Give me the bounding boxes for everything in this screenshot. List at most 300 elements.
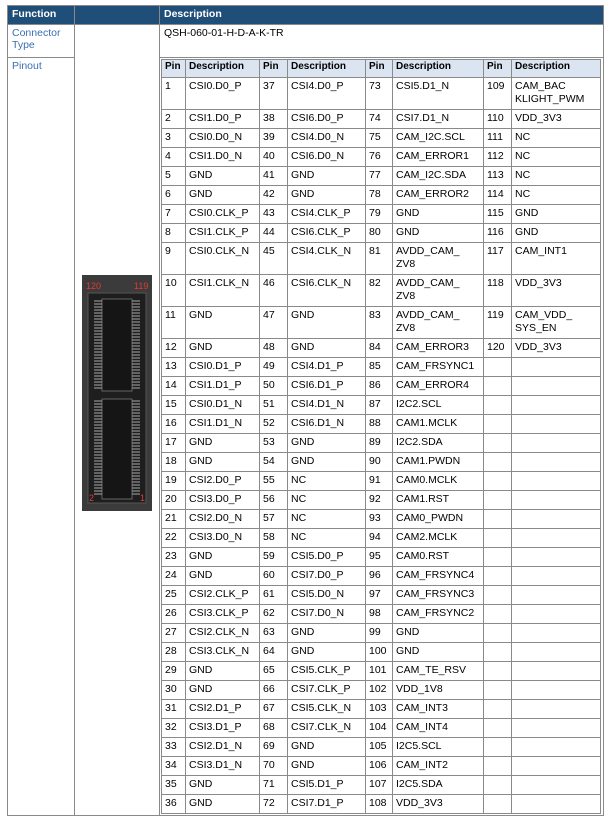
table-row <box>162 205 601 224</box>
pin-number: 18 <box>162 453 186 472</box>
table-row <box>162 795 601 814</box>
pin-col-header: Pin <box>484 60 512 78</box>
pin-header-row <box>162 60 601 78</box>
pin-number: 60 <box>260 567 288 586</box>
pin-number: 24 <box>162 567 186 586</box>
table-row <box>162 719 601 738</box>
table-row <box>162 472 601 491</box>
pin-description <box>512 605 601 624</box>
pin-number: 97 <box>366 586 393 605</box>
pin-description: GND <box>288 453 366 472</box>
label-2: 2 <box>89 493 95 503</box>
pin-description: GND <box>186 307 260 339</box>
pin-description: CSI4.D1_N <box>288 396 366 415</box>
connector-image <box>82 275 152 511</box>
pin-description: CAM_BAC KLIGHT_PWM <box>512 78 601 110</box>
pin-number: 112 <box>484 148 512 167</box>
table-row <box>162 243 601 275</box>
header-spacer <box>75 6 160 25</box>
pin-number: 81 <box>366 243 393 275</box>
pin-description: VDD_3V3 <box>393 795 484 814</box>
table-row <box>162 186 601 205</box>
pin-number: 34 <box>162 757 186 776</box>
pin-description: CSI3.D1_N <box>186 757 260 776</box>
pin-description: NC <box>512 186 601 205</box>
pin-description: GND <box>288 738 366 757</box>
pin-description: CSI2.CLK_P <box>186 586 260 605</box>
pin-description: CSI5.D1_N <box>393 78 484 110</box>
pin-description: NC <box>288 510 366 529</box>
table-row <box>162 275 601 307</box>
table-row <box>162 757 601 776</box>
pin-description <box>512 529 601 548</box>
pin-number: 94 <box>366 529 393 548</box>
pin-description <box>512 453 601 472</box>
pin-number <box>484 567 512 586</box>
pin-number: 120 <box>484 339 512 358</box>
pinout-cell <box>160 58 604 816</box>
table-row <box>162 738 601 757</box>
pin-number: 68 <box>260 719 288 738</box>
pin-description: NC <box>288 491 366 510</box>
header-row <box>8 6 604 25</box>
pin-number: 111 <box>484 129 512 148</box>
pin-description: GND <box>186 681 260 700</box>
pin-number: 84 <box>366 339 393 358</box>
pin-description: I2C2.SCL <box>393 396 484 415</box>
pin-description: GND <box>186 776 260 795</box>
pin-description: GND <box>393 643 484 662</box>
pin-description: CSI1.D0_N <box>186 148 260 167</box>
pin-number <box>484 624 512 643</box>
pin-description: CSI0.CLK_P <box>186 205 260 224</box>
pin-number <box>484 605 512 624</box>
pin-description <box>512 396 601 415</box>
pin-description: CSI3.D0_N <box>186 529 260 548</box>
pin-description: GND <box>288 186 366 205</box>
pin-description: CAM1.PWDN <box>393 453 484 472</box>
pin-number <box>484 776 512 795</box>
pin-number: 113 <box>484 167 512 186</box>
pin-number: 37 <box>260 78 288 110</box>
table-row <box>162 567 601 586</box>
pin-number <box>484 529 512 548</box>
connector-image-cell <box>75 25 160 816</box>
pin-number: 32 <box>162 719 186 738</box>
pin-description: CAM_I2C.SCL <box>393 129 484 148</box>
pin-number: 104 <box>366 719 393 738</box>
pin-description: CSI5.CLK_N <box>288 700 366 719</box>
pin-description <box>512 510 601 529</box>
pin-number: 6 <box>162 186 186 205</box>
pin-description: CSI7.D1_P <box>288 795 366 814</box>
pin-number <box>484 358 512 377</box>
pin-number <box>484 719 512 738</box>
pin-number <box>484 586 512 605</box>
pin-description <box>512 567 601 586</box>
table-row <box>162 396 601 415</box>
table-row <box>162 415 601 434</box>
pin-description: GND <box>393 205 484 224</box>
pin-number: 13 <box>162 358 186 377</box>
pin-number: 39 <box>260 129 288 148</box>
pin-number: 33 <box>162 738 186 757</box>
pin-number: 2 <box>162 110 186 129</box>
pin-description: NC <box>288 472 366 491</box>
table-row <box>162 78 601 110</box>
pin-description <box>512 719 601 738</box>
pin-description: NC <box>288 529 366 548</box>
pin-description: CAM_ERROR3 <box>393 339 484 358</box>
pin-description: I2C5.SDA <box>393 776 484 795</box>
pin-number: 59 <box>260 548 288 567</box>
pin-number: 106 <box>366 757 393 776</box>
pin-number: 30 <box>162 681 186 700</box>
pin-description <box>512 643 601 662</box>
table-row <box>162 434 601 453</box>
pin-number: 88 <box>366 415 393 434</box>
pin-description: GND <box>393 224 484 243</box>
pin-number: 23 <box>162 548 186 567</box>
pin-description <box>512 472 601 491</box>
pin-number <box>484 643 512 662</box>
pin-number: 51 <box>260 396 288 415</box>
connector-type-label: Connector Type <box>8 25 75 58</box>
pin-number: 3 <box>162 129 186 148</box>
pin-number: 14 <box>162 377 186 396</box>
pin-description: CSI1.D1_P <box>186 377 260 396</box>
pin-description <box>512 491 601 510</box>
pin-description: VDD_3V3 <box>512 275 601 307</box>
description-col-header: Description <box>393 60 484 78</box>
pin-number: 53 <box>260 434 288 453</box>
pin-number: 29 <box>162 662 186 681</box>
pin-description: CSI0.CLK_N <box>186 243 260 275</box>
pin-number <box>484 453 512 472</box>
pin-number: 119 <box>484 307 512 339</box>
pin-description: CSI6.D1_N <box>288 415 366 434</box>
pin-description: GND <box>186 548 260 567</box>
pin-number: 116 <box>484 224 512 243</box>
pin-number: 9 <box>162 243 186 275</box>
pin-number: 43 <box>260 205 288 224</box>
table-row <box>162 586 601 605</box>
pin-description: CAM_FRSYNC4 <box>393 567 484 586</box>
pin-number <box>484 738 512 757</box>
pin-number: 86 <box>366 377 393 396</box>
pin-description: CSI7.CLK_N <box>288 719 366 738</box>
pin-description: CSI1.D0_P <box>186 110 260 129</box>
pin-number: 66 <box>260 681 288 700</box>
table-row <box>162 662 601 681</box>
description-header: Description <box>160 6 604 25</box>
pin-description: CSI3.CLK_N <box>186 643 260 662</box>
pin-number: 11 <box>162 307 186 339</box>
pin-description: CSI0.D1_N <box>186 396 260 415</box>
pin-description: GND <box>186 795 260 814</box>
pin-number: 114 <box>484 186 512 205</box>
pin-number <box>484 662 512 681</box>
pin-number: 90 <box>366 453 393 472</box>
label-120: 120 <box>86 281 102 291</box>
pin-table <box>161 59 601 814</box>
pin-number: 71 <box>260 776 288 795</box>
pin-description <box>512 757 601 776</box>
pin-description: AVDD_CAM_ ZV8 <box>393 243 484 275</box>
pin-description: GND <box>288 643 366 662</box>
pin-number: 52 <box>260 415 288 434</box>
pin-description: CSI0.D0_N <box>186 129 260 148</box>
pin-number: 35 <box>162 776 186 795</box>
pin-description: GND <box>186 662 260 681</box>
table-row <box>162 453 601 472</box>
table-row <box>162 529 601 548</box>
pin-description: I2C5.SCL <box>393 738 484 757</box>
pin-description: CAM_INT1 <box>512 243 601 275</box>
pin-number <box>484 681 512 700</box>
pin-number: 67 <box>260 700 288 719</box>
pin-number: 76 <box>366 148 393 167</box>
pin-description: CSI6.CLK_N <box>288 275 366 307</box>
description-col-header: Description <box>186 60 260 78</box>
pin-description: GND <box>186 453 260 472</box>
pin-number: 77 <box>366 167 393 186</box>
pin-description: CSI7.D0_N <box>288 605 366 624</box>
pin-number: 31 <box>162 700 186 719</box>
pin-description: CSI1.CLK_P <box>186 224 260 243</box>
pin-description: GND <box>512 224 601 243</box>
table-row <box>162 358 601 377</box>
pin-number: 108 <box>366 795 393 814</box>
pin-number: 73 <box>366 78 393 110</box>
pin-number <box>484 377 512 396</box>
table-row <box>162 605 601 624</box>
pin-description: GND <box>186 167 260 186</box>
pin-number: 95 <box>366 548 393 567</box>
pin-description: CAM2.MCLK <box>393 529 484 548</box>
pin-description: CAM_INT3 <box>393 700 484 719</box>
pin-description: CSI6.CLK_P <box>288 224 366 243</box>
pin-number: 49 <box>260 358 288 377</box>
pin-description: CSI2.D1_N <box>186 738 260 757</box>
pin-number: 38 <box>260 110 288 129</box>
pin-number: 12 <box>162 339 186 358</box>
pin-number: 46 <box>260 275 288 307</box>
pin-number: 20 <box>162 491 186 510</box>
pin-number: 21 <box>162 510 186 529</box>
pin-number: 102 <box>366 681 393 700</box>
pin-description: GND <box>393 624 484 643</box>
pin-description <box>512 681 601 700</box>
pin-number: 25 <box>162 586 186 605</box>
pin-description <box>512 624 601 643</box>
pin-number: 72 <box>260 795 288 814</box>
pin-description: CAM0.MCLK <box>393 472 484 491</box>
pin-number: 82 <box>366 275 393 307</box>
pin-number: 40 <box>260 148 288 167</box>
table-row <box>162 129 601 148</box>
pin-description: CSI4.CLK_N <box>288 243 366 275</box>
pin-description: CAM_INT2 <box>393 757 484 776</box>
pin-description: CSI2.D0_P <box>186 472 260 491</box>
pin-number: 36 <box>162 795 186 814</box>
pin-description: GND <box>288 757 366 776</box>
pin-description: CAM1.RST <box>393 491 484 510</box>
pin-number: 58 <box>260 529 288 548</box>
pin-description <box>512 662 601 681</box>
pin-number: 47 <box>260 307 288 339</box>
pin-description: GND <box>288 307 366 339</box>
pin-description: CSI2.D1_P <box>186 700 260 719</box>
pin-description: GND <box>186 567 260 586</box>
pin-number: 63 <box>260 624 288 643</box>
pin-description: CAM_ERROR4 <box>393 377 484 396</box>
pin-number: 45 <box>260 243 288 275</box>
pin-description: CSI5.CLK_P <box>288 662 366 681</box>
pin-number: 56 <box>260 491 288 510</box>
pin-description: CSI6.D1_P <box>288 377 366 396</box>
pin-description: CSI3.CLK_P <box>186 605 260 624</box>
pin-description: I2C2.SDA <box>393 434 484 453</box>
pin-number: 64 <box>260 643 288 662</box>
pin-description: CAM_INT4 <box>393 719 484 738</box>
pin-number: 89 <box>366 434 393 453</box>
pin-number: 10 <box>162 275 186 307</box>
pin-number: 44 <box>260 224 288 243</box>
pinout-label: Pinout <box>8 58 75 816</box>
pin-description: GND <box>288 339 366 358</box>
pin-number: 26 <box>162 605 186 624</box>
label-119: 119 <box>134 281 149 291</box>
pin-number: 78 <box>366 186 393 205</box>
pin-number: 48 <box>260 339 288 358</box>
pin-description: CSI4.CLK_P <box>288 205 366 224</box>
pin-description: CSI4.D0_N <box>288 129 366 148</box>
label-1: 1 <box>140 493 146 503</box>
pin-number: 27 <box>162 624 186 643</box>
pin-description: GND <box>288 624 366 643</box>
pin-number: 42 <box>260 186 288 205</box>
pin-description: CAM0.RST <box>393 548 484 567</box>
pin-description: CAM_I2C.SDA <box>393 167 484 186</box>
pin-description: CSI0.D1_P <box>186 358 260 377</box>
table-row <box>162 548 601 567</box>
pin-description: GND <box>186 339 260 358</box>
pin-number: 107 <box>366 776 393 795</box>
pin-number: 8 <box>162 224 186 243</box>
pin-description: CAM1.MCLK <box>393 415 484 434</box>
pin-description <box>512 434 601 453</box>
pin-number <box>484 757 512 776</box>
table-row <box>162 510 601 529</box>
pin-description: CSI6.D0_N <box>288 148 366 167</box>
pin-number: 92 <box>366 491 393 510</box>
pinout-table <box>7 5 604 816</box>
pin-number <box>484 396 512 415</box>
pin-description: CAM_TE_RSV <box>393 662 484 681</box>
pin-description <box>512 776 601 795</box>
table-row <box>162 700 601 719</box>
pin-description: GND <box>186 434 260 453</box>
pin-number: 85 <box>366 358 393 377</box>
pin-number: 41 <box>260 167 288 186</box>
pin-number: 55 <box>260 472 288 491</box>
pin-description: CSI4.D1_P <box>288 358 366 377</box>
pin-description <box>512 738 601 757</box>
pin-number: 75 <box>366 129 393 148</box>
pin-col-header: Pin <box>260 60 288 78</box>
pin-description: GND <box>288 167 366 186</box>
pin-number: 22 <box>162 529 186 548</box>
pin-number: 118 <box>484 275 512 307</box>
table-row <box>162 167 601 186</box>
table-row <box>162 110 601 129</box>
pin-description: CSI2.D0_N <box>186 510 260 529</box>
table-row <box>162 643 601 662</box>
pin-number: 17 <box>162 434 186 453</box>
pin-number: 4 <box>162 148 186 167</box>
pin-description: AVDD_CAM_ ZV8 <box>393 307 484 339</box>
pin-number: 100 <box>366 643 393 662</box>
pin-number: 96 <box>366 567 393 586</box>
pin-description: VDD_3V3 <box>512 339 601 358</box>
pin-number <box>484 548 512 567</box>
pin-col-header: Pin <box>162 60 186 78</box>
pin-description <box>512 377 601 396</box>
pin-number: 5 <box>162 167 186 186</box>
pin-description: CSI6.D0_P <box>288 110 366 129</box>
pin-number <box>484 415 512 434</box>
pin-description: CSI7.CLK_P <box>288 681 366 700</box>
pin-number: 19 <box>162 472 186 491</box>
pin-number: 70 <box>260 757 288 776</box>
pin-number: 117 <box>484 243 512 275</box>
table-row <box>162 339 601 358</box>
pin-description: CSI0.D0_P <box>186 78 260 110</box>
pin-description: NC <box>512 129 601 148</box>
pin-number: 110 <box>484 110 512 129</box>
table-row <box>162 624 601 643</box>
pin-description <box>512 586 601 605</box>
pin-description: CAM_ERROR2 <box>393 186 484 205</box>
pin-description: VDD_3V3 <box>512 110 601 129</box>
pin-number: 105 <box>366 738 393 757</box>
pin-number: 1 <box>162 78 186 110</box>
pin-number: 91 <box>366 472 393 491</box>
pin-number: 83 <box>366 307 393 339</box>
table-row <box>162 681 601 700</box>
pin-number: 109 <box>484 78 512 110</box>
pin-number: 103 <box>366 700 393 719</box>
pin-description <box>512 700 601 719</box>
pin-number: 98 <box>366 605 393 624</box>
pin-description: CSI1.CLK_N <box>186 275 260 307</box>
pin-description <box>512 548 601 567</box>
pin-description: CSI2.CLK_N <box>186 624 260 643</box>
pin-description: NC <box>512 148 601 167</box>
pin-number <box>484 434 512 453</box>
pin-col-header: Pin <box>366 60 393 78</box>
pin-number: 50 <box>260 377 288 396</box>
pin-number: 99 <box>366 624 393 643</box>
pin-number: 16 <box>162 415 186 434</box>
pin-number: 54 <box>260 453 288 472</box>
description-col-header: Description <box>288 60 366 78</box>
pin-number <box>484 472 512 491</box>
pin-number: 61 <box>260 586 288 605</box>
pin-description <box>512 415 601 434</box>
pin-description: NC <box>512 167 601 186</box>
